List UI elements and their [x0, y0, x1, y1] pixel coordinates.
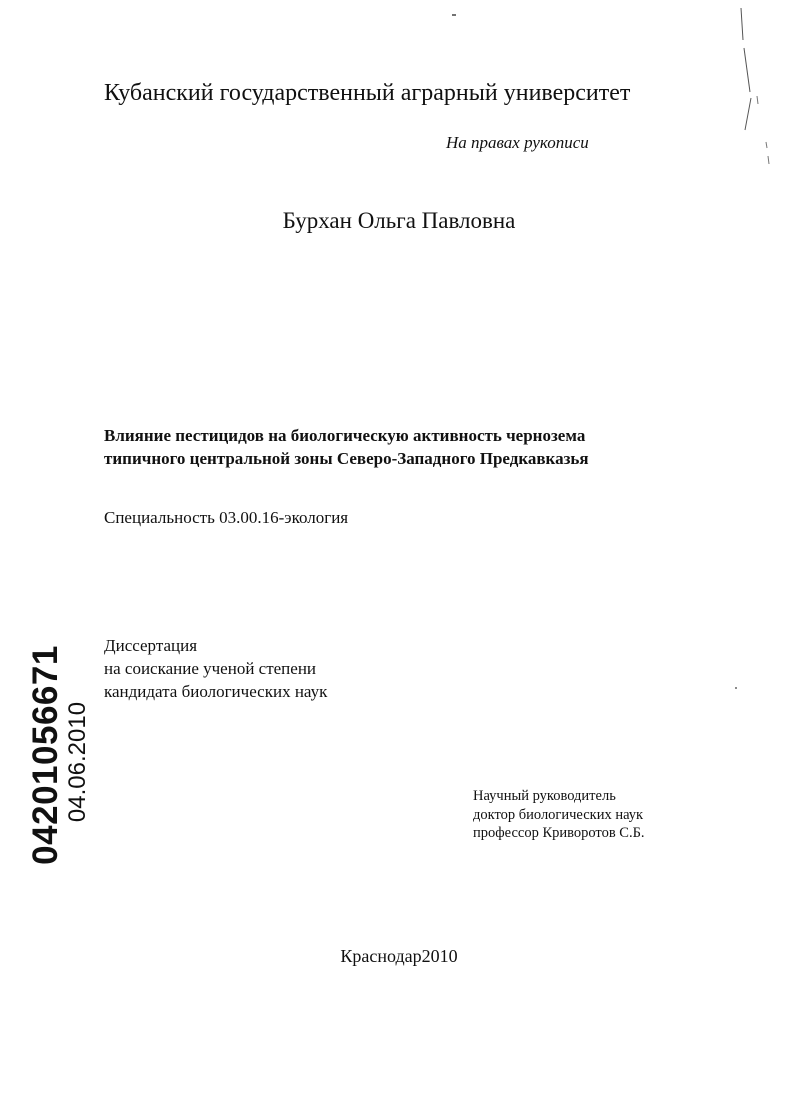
dissertation-title: [104, 424, 589, 470]
university-name: Кубанский государственный аграрный университет: [104, 80, 631, 106]
author-name: Бурхан Ольга Павловна: [282, 208, 516, 233]
specialty: Специальность 03.00.16-экология: [104, 508, 349, 527]
city-year: Краснодар2010: [340, 946, 458, 966]
supervisor-line-3: профессор Криворотов С.Б.: [473, 825, 645, 841]
degree-line-2: на соискание ученой степени: [104, 659, 317, 678]
archive-stamp-number: 04201056671: [26, 645, 65, 865]
title-line-1: Влияние пестицидов на биологическую активность чернозема: [104, 426, 586, 445]
supervisor-line-1: Научный руководитель: [473, 788, 616, 804]
degree-description: [104, 634, 327, 703]
supervisor-line-2: доктор биологических наук: [473, 806, 644, 823]
manuscript-note: На правах рукописи: [446, 133, 589, 152]
title-line-2: типичного центральной зоны Северо-Западного Предкавказья: [104, 449, 589, 468]
supervisor-block: [473, 787, 645, 843]
degree-line-3: кандидата биологических наук: [104, 682, 328, 701]
degree-line-1: Диссертация: [104, 636, 198, 655]
archive-stamp-date: 04.06.2010: [64, 701, 91, 823]
